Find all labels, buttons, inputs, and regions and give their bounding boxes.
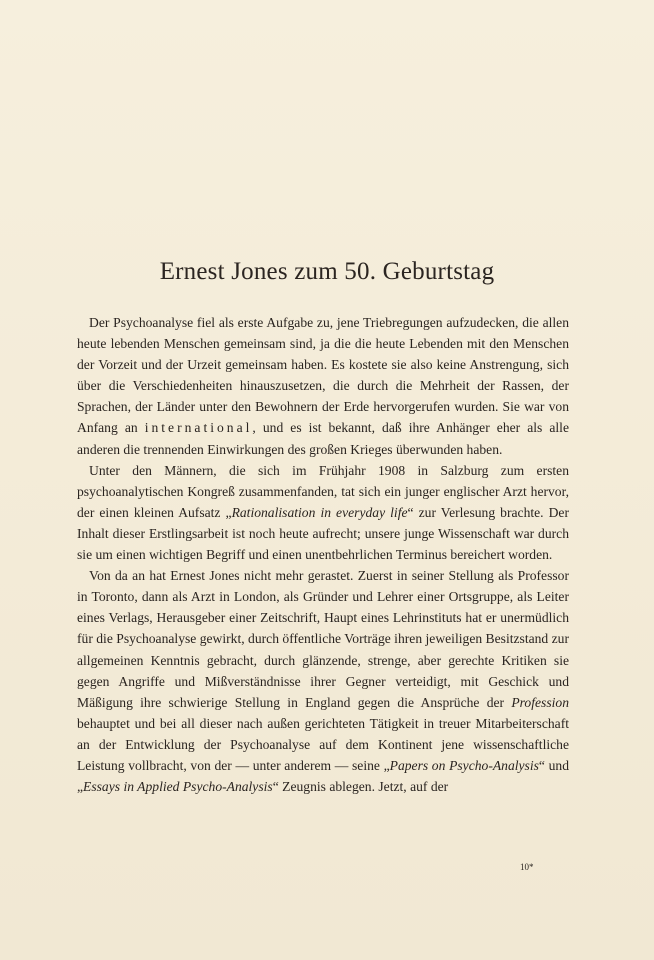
- italic-title: Rationalisation in everyday life: [231, 504, 408, 520]
- paragraph: [77, 312, 569, 460]
- text-segment: , und es ist bekannt, daß ihre Anhänger eher als alle anderen die trennenden Einwirkungen des großen Krieges überwunden haben.: [77, 420, 569, 457]
- italic-title: Essays in Applied Psycho-Analysis: [83, 779, 273, 795]
- text-segment: “ zur Verlesung brachte. Der Inhalt dieser Erstlingsarbeit ist noch heute aufrecht; unsere junge Wissenschaft war durch sie um einen wichtigen Begriff und einen unentbehrlichen Terminus bereichert worden.: [77, 504, 569, 563]
- text-segment: Der Psychoanalyse fiel als erste Aufgabe zu, jene Triebregungen aufzudecken, die allen heute lebenden Menschen gemeinsam sind, ja die die heute Lebenden mit den Menschen der Vorzeit und der Urzeit gemeinsam haben. Es kostete sie also keine Anstrengung, sich über die Verschiedenheiten hinauszusetzen, die durch die Mehrheit der Rassen, der Sprachen, der Länder unter den Bewohnern der Erde hervorgerufen wurden. Sie war von Anfang an: [77, 315, 569, 436]
- paragraph: [77, 565, 569, 797]
- text-segment: “ und „: [77, 757, 570, 795]
- page-title: Ernest Jones zum 50. Geburtstag: [159, 258, 495, 285]
- text-segment: “ Zeugnis ablegen. Jetzt, auf der: [272, 779, 449, 795]
- body-text: [77, 312, 569, 797]
- text-segment: Unter den Männern, die sich im Frühjahr 1908 in Salzburg zum ersten psychoanalytischen Kongreß zusammenfanden, tat sich ein junger englischer Arzt hervor, der einen kleinen Aufsatz „: [77, 462, 569, 520]
- text-segment: Von da an hat Ernest Jones nicht mehr gerastet. Zuerst in seiner Stellung als Professor in Toronto, dann als Arzt in London, als Gründer und Lehrer einer Ortsgruppe, als Leiter eines Verlags, Herausgeber einer Zeitschrift, Haupt eines Lehrinstituts hat er unermüdlich für die Psychoanalyse gewirkt, durch öffentliche Vorträge ihren jeweiligen Besitzstand zur allgemeinen Kenntnis gebracht, durch glänzende, strenge, aber gerechte Kritiken sie gegen Angriffe und Mißverständnisse ihrer Gegner verteidigt, mit Geschick und Mäßigung ihre schwierige Stellung in England gegen die Ansprüche der: [77, 568, 569, 710]
- italic-title: Papers on Psycho-Analysis: [389, 757, 539, 773]
- page-number: 10*: [520, 862, 534, 872]
- text-segment: behauptet und bei all dieser nach außen gerichteten Tätigkeit in treuer Mitarbeiterschaft an der Entwicklung der Psychoanalyse auf dem Kontinent jene wissenschaftliche Leistung vollbracht, von der — unter anderem — seine „: [77, 715, 569, 773]
- paragraph: [77, 460, 569, 565]
- italic-term: Profession: [511, 694, 569, 710]
- spaced-word: international: [144, 420, 253, 436]
